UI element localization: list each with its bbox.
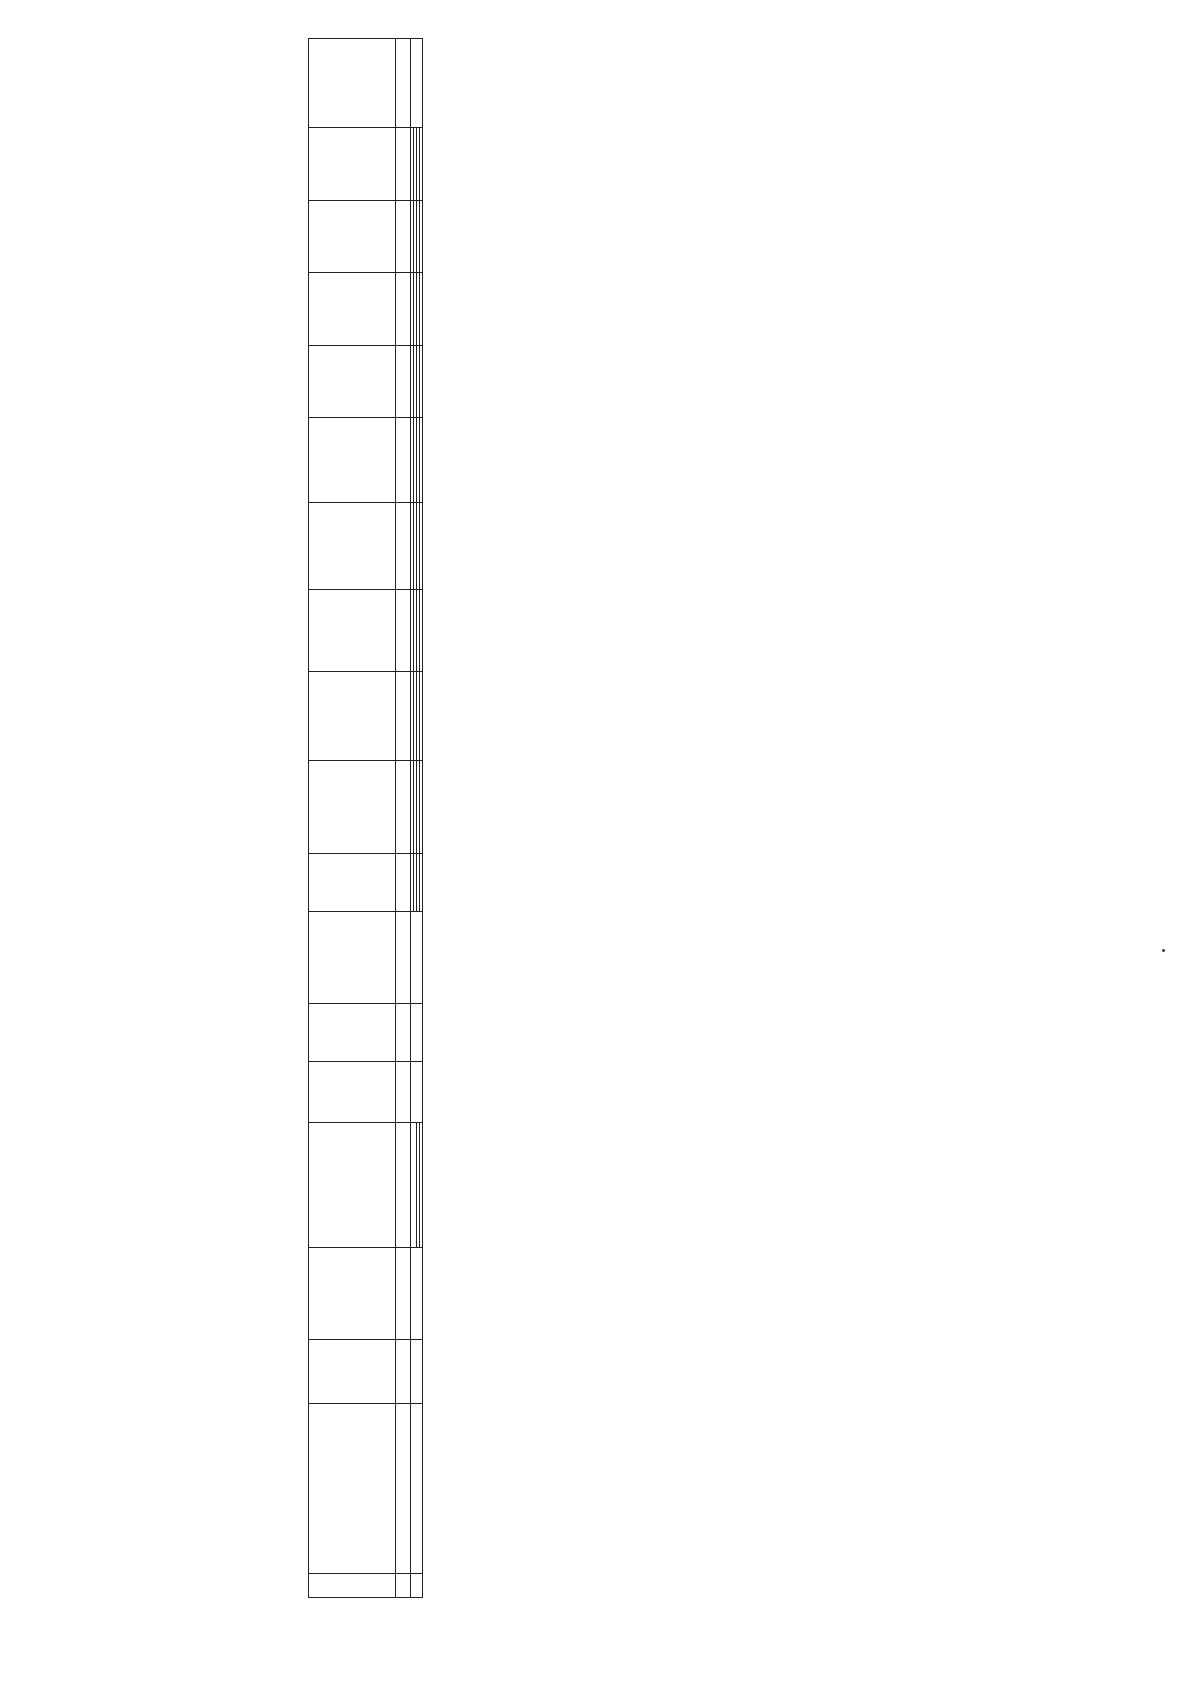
column-number — [396, 1573, 411, 1597]
column-header — [309, 345, 396, 418]
column-number-row — [396, 39, 411, 1598]
objects-table — [308, 38, 423, 1598]
column-number — [396, 1061, 411, 1123]
column-number — [396, 760, 411, 853]
column-header — [309, 854, 396, 912]
column-header — [309, 273, 396, 346]
column-number — [396, 273, 411, 346]
column-number — [396, 502, 411, 589]
column-header — [309, 1061, 396, 1123]
column-header — [309, 418, 396, 503]
column-header — [309, 1003, 396, 1061]
column-number — [396, 589, 411, 671]
column-header — [309, 39, 396, 128]
budget-manager — [411, 39, 423, 128]
work-term — [411, 1061, 423, 1123]
object-number — [411, 1573, 423, 1597]
amount-cell — [420, 502, 423, 589]
object-opening — [411, 1003, 423, 1061]
column-number — [396, 912, 411, 1003]
scan-speck — [1162, 949, 1165, 952]
financed-value — [420, 854, 423, 912]
object-capacity — [411, 1339, 423, 1403]
column-number — [396, 200, 411, 273]
column-header — [309, 760, 396, 853]
column-header — [309, 1123, 396, 1247]
column-header — [309, 128, 396, 201]
header-row — [309, 39, 396, 1598]
column-header — [309, 671, 396, 760]
column-number — [396, 128, 411, 201]
column-number — [396, 1403, 411, 1573]
cost-limit — [411, 912, 423, 1003]
rotated-page — [22, 20, 1198, 1672]
column-number — [396, 39, 411, 128]
amount-cell — [420, 273, 423, 346]
column-number — [396, 854, 411, 912]
amount-cell — [420, 200, 423, 273]
column-number — [396, 1247, 411, 1339]
column-number — [396, 1123, 411, 1247]
amount-cell — [420, 418, 423, 503]
funding-source — [420, 760, 423, 853]
object-address — [411, 1247, 423, 1339]
object-name — [411, 1403, 423, 1573]
investment-direction — [420, 1123, 423, 1247]
column-header — [309, 589, 396, 671]
column-number — [396, 418, 411, 503]
column-header — [309, 912, 396, 1003]
column-number — [396, 671, 411, 760]
column-header — [309, 1247, 396, 1339]
amount-cell — [420, 128, 423, 201]
column-number — [396, 1339, 411, 1403]
column-number — [396, 345, 411, 418]
column-number — [396, 1003, 411, 1061]
column-header — [309, 1403, 396, 1573]
column-header — [309, 502, 396, 589]
amount-cell — [420, 589, 423, 671]
amount-cell — [420, 345, 423, 418]
column-header — [309, 200, 396, 273]
column-header — [309, 1573, 396, 1597]
table-body — [411, 39, 423, 1598]
column-header — [309, 1339, 396, 1403]
amount-cell — [420, 671, 423, 760]
